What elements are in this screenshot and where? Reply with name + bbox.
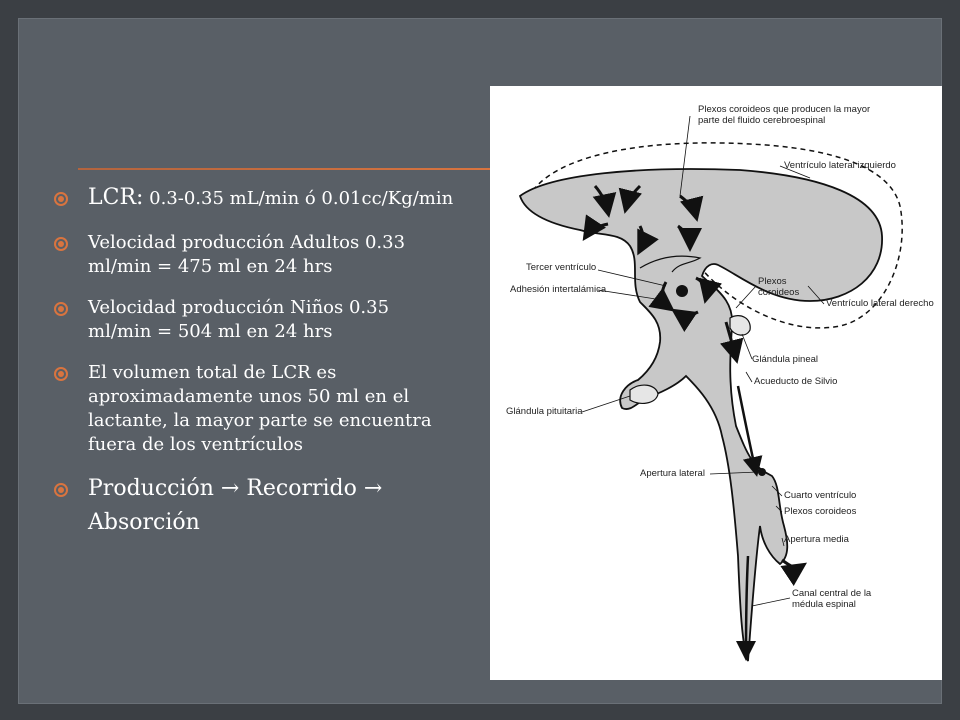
fourth-ventricle-dot xyxy=(758,468,766,476)
adultos-text: Velocidad producción Adultos 0.33 ml/min = 475 ml en 24 hrs xyxy=(88,232,406,277)
third-ventricle-swirl xyxy=(676,285,688,297)
volumen-text: El volumen total de LCR es aproximadamente unos 50 ml en el lactante, la mayor parte se encuentra fuera de los ventrículos xyxy=(88,362,432,455)
bullet-lcr xyxy=(54,182,454,214)
bullet-icon xyxy=(54,192,68,206)
label-glandula-pineal: Glándula pineal xyxy=(752,354,819,365)
slide xyxy=(18,18,942,704)
accent-rule xyxy=(78,168,490,170)
bullet-ninos xyxy=(54,296,454,344)
ninos-text: Velocidad producción Niños 0.35 ml/min = 504 ml en 24 hrs xyxy=(88,297,390,342)
bullet-icon xyxy=(54,483,68,497)
bullet-list xyxy=(54,178,454,540)
bullet-adultos xyxy=(54,231,454,279)
label-ventriculo-der: Ventrículo lateral derecho xyxy=(826,298,934,309)
produccion-text: Producción → Recorrido → Absorción xyxy=(88,476,383,535)
label-plexos-mid: Plexos coroideos xyxy=(758,276,800,298)
label-apertura-media: Apertura media xyxy=(784,534,849,545)
ventricle-diagram xyxy=(490,86,942,680)
label-glandula-pituitaria: Glándula pituitaria xyxy=(506,406,583,417)
label-adhesion: Adhesión intertalámica xyxy=(510,284,607,295)
label-plexos-low: Plexos coroideos xyxy=(784,506,857,517)
pituitary-gland xyxy=(630,385,658,403)
bullet-produccion xyxy=(54,472,454,540)
bullet-icon xyxy=(54,367,68,381)
lcr-rate: 0.3-0.35 mL/min ó 0.01cc/Kg/min xyxy=(143,188,454,209)
flow-arrow xyxy=(782,560,802,568)
label-plexos-top: Plexos coroideos que producen la mayor parte del fluido cerebroespinal xyxy=(698,104,871,126)
label-ventriculo-izq: Ventrículo lateral izquierdo xyxy=(784,160,896,171)
label-cuarto-ventriculo: Cuarto ventrículo xyxy=(784,490,857,501)
bullet-icon xyxy=(54,302,68,316)
pineal-gland xyxy=(730,316,750,335)
label-apertura-lateral: Apertura lateral xyxy=(640,468,705,479)
label-tercer-ventriculo: Tercer ventrículo xyxy=(526,262,597,273)
bullet-icon xyxy=(54,237,68,251)
bullet-volumen xyxy=(54,361,454,457)
lcr-lead: LCR: xyxy=(88,185,144,210)
label-canal-central: Canal central de la médula espinal xyxy=(792,588,872,610)
label-acueducto: Acueducto de Silvio xyxy=(754,376,838,387)
